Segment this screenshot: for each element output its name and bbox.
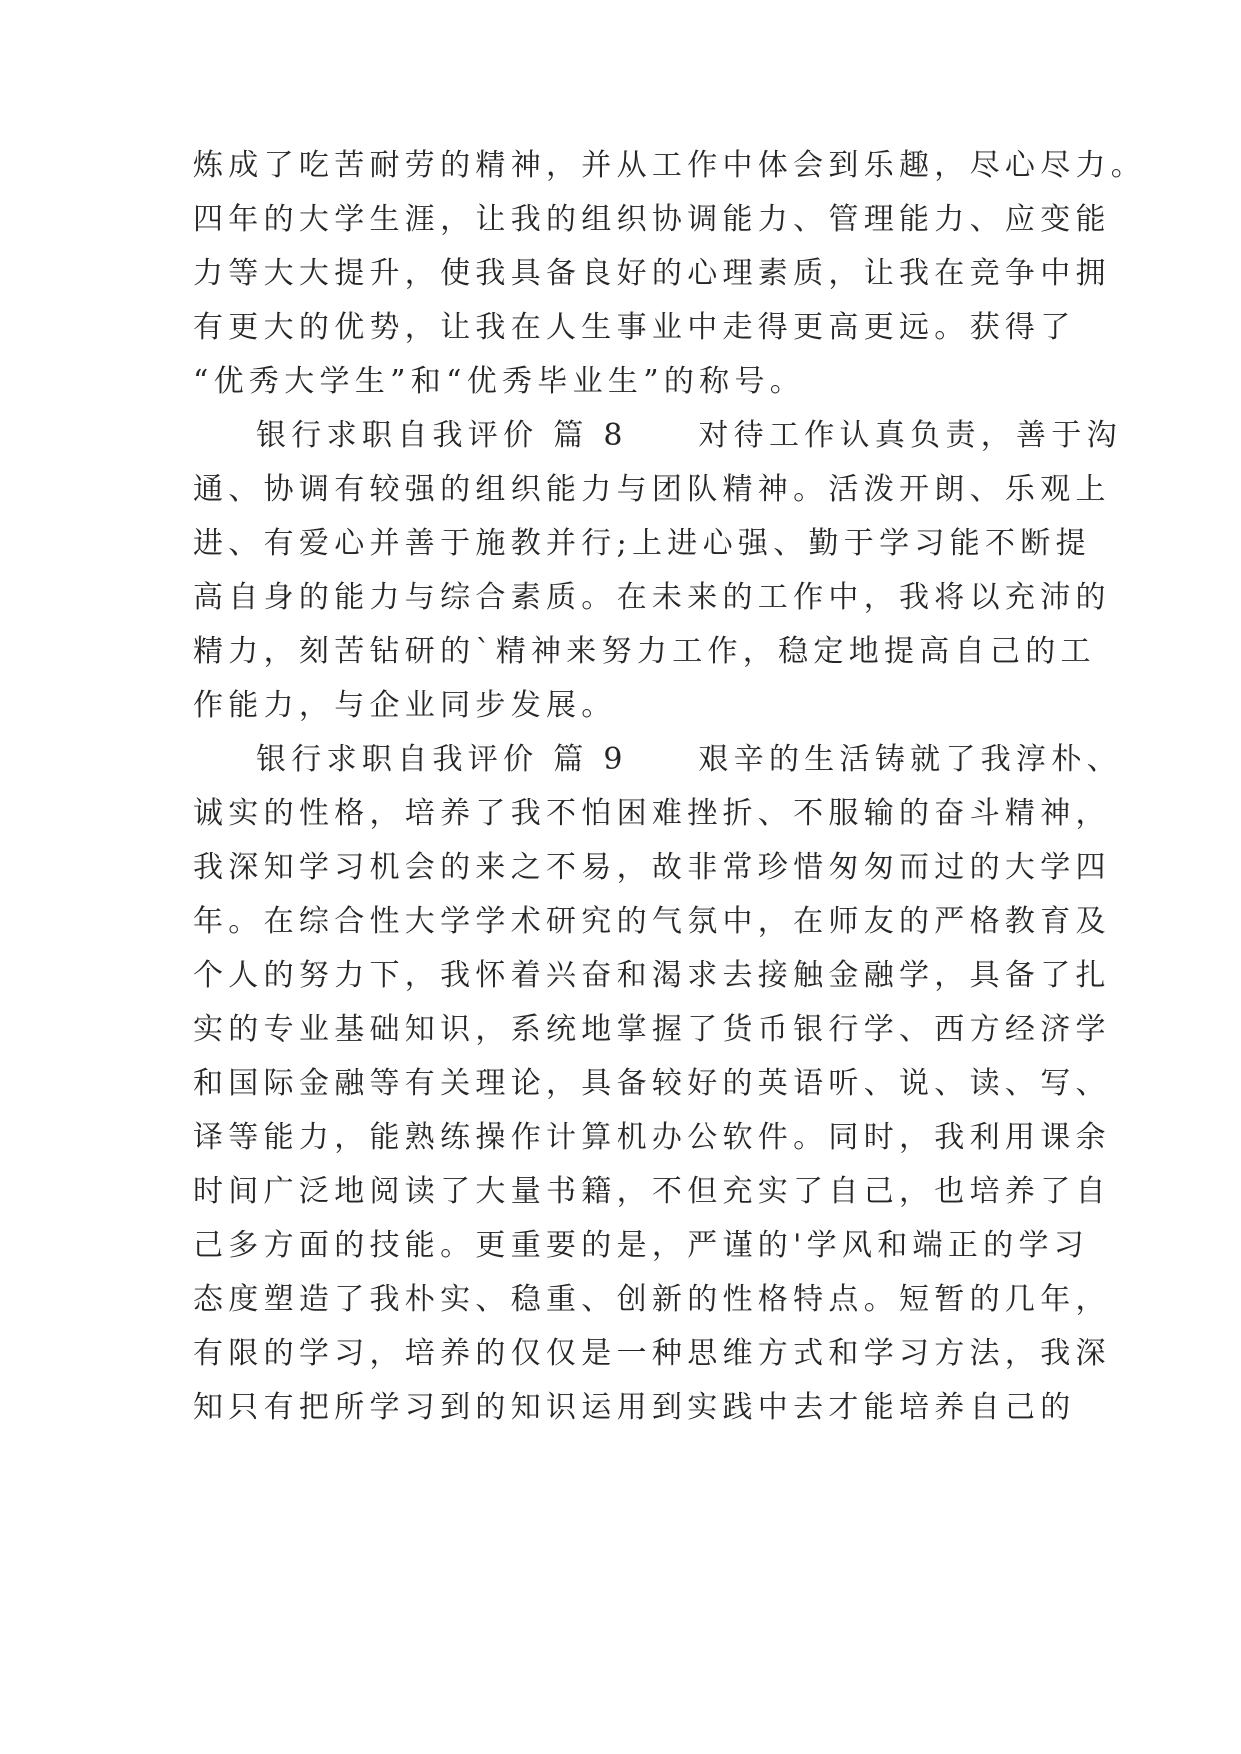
text-line: 译等能力，能熟练操作计算机办公软件。同时，我利用课余	[193, 1120, 1111, 1155]
text-line: 己多方面的技能。更重要的是，严谨的'学风和端正的学习	[193, 1228, 1090, 1263]
section-9-heading-line: 银行求职自我评价 篇 9 艰辛的生活铸就了我淳朴、	[256, 742, 1122, 777]
text-line: 精力，刻苦钻研的`精神来努力工作，稳定地提高自己的工	[193, 634, 1096, 669]
text-line: “优秀大学生”和“优秀毕业生”的称号。	[193, 364, 806, 399]
text-line: 作能力，与企业同步发展。	[193, 688, 617, 723]
text-line: 炼成了吃苦耐劳的精神，并从工作中体会到乐趣，尽心尽力。	[193, 148, 1147, 183]
text-line: 实的专业基础知识，系统地掌握了货币银行学、西方经济学	[193, 1012, 1111, 1047]
text-line: 通、协调有较强的组织能力与团队精神。活泼开朗、乐观上	[193, 472, 1111, 507]
text-line: 力等大大提升，使我具备良好的心理素质，让我在竞争中拥	[193, 256, 1111, 291]
text-line: 我深知学习机会的来之不易，故非常珍惜匆匆而过的大学四	[193, 850, 1111, 885]
text-line: 高自身的能力与综合素质。在未来的工作中，我将以充沛的	[193, 580, 1111, 615]
text-line: 四年的大学生涯，让我的组织协调能力、管理能力、应变能	[193, 202, 1111, 237]
text-line: 诚实的性格，培养了我不怕困难挫折、不服输的奋斗精神，	[193, 796, 1111, 831]
text-line: 时间广泛地阅读了大量书籍，不但充实了自己，也培养了自	[193, 1174, 1111, 1209]
text-line: 和国际金融等有关理论，具备较好的英语听、说、读、写、	[193, 1066, 1111, 1101]
text-line: 进、有爱心并善于施教并行;上进心强、勤于学习能不断提	[193, 526, 1091, 561]
text-line: 有更大的优势，让我在人生事业中走得更高更远。获得了	[193, 310, 1076, 345]
text-line: 有限的学习，培养的仅仅是一种思维方式和学习方法，我深	[193, 1336, 1111, 1371]
text-line: 个人的努力下，我怀着兴奋和渴求去接触金融学，具备了扎	[193, 958, 1111, 993]
text-line: 态度塑造了我朴实、稳重、创新的性格特点。短暂的几年，	[193, 1282, 1111, 1317]
text-line: 知只有把所学习到的知识运用到实践中去才能培养自己的	[193, 1390, 1076, 1425]
section-8-heading-line: 银行求职自我评价 篇 8 对待工作认真负责，善于沟	[256, 418, 1122, 453]
text-line: 年。在综合性大学学术研究的气氛中，在师友的严格教育及	[193, 904, 1111, 939]
